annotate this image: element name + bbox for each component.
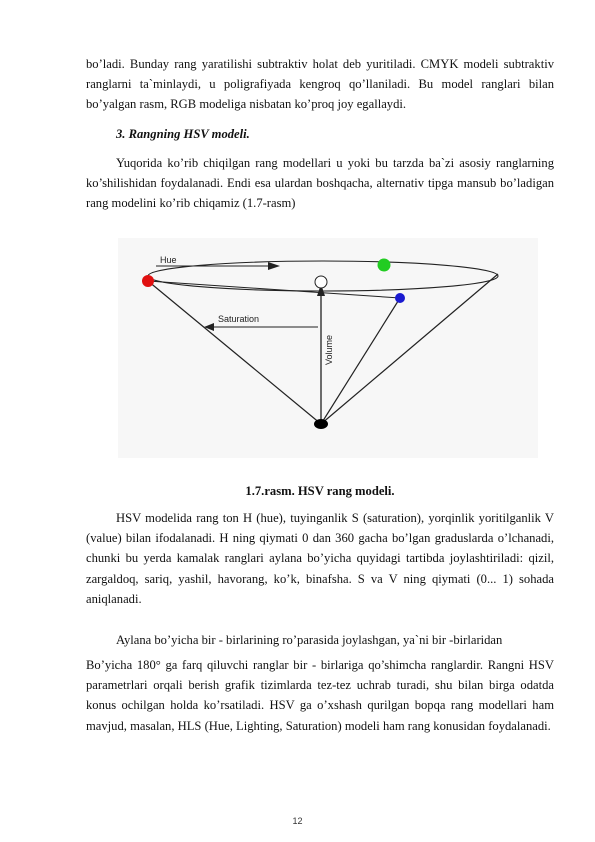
cone-left-edge [148,281,321,424]
figure-caption: 1.7.rasm. HSV rang modeli. [245,484,395,498]
black-apex-point [314,419,328,429]
section-heading-hsv: 3. Rangning HSV modeli. [116,127,250,141]
hsv-cone-diagram [118,238,538,458]
hue-arrow-head [268,262,280,270]
cone-right-edge [321,274,498,424]
paragraph-cmyk-end: bo’ladi. Bunday rang yaratilishi subtraktiv holat deb yuritiladi. CMYK modeli subtraktiv ranglarni ta`minlaydi, u poligrafiyada kengroq qo’llaniladi. Bu model ranglari bilan bo’yalgan rasm, RGB modeliga nisbatan ko’proq joy egallaydi. [86,57,554,112]
white-point [315,276,327,288]
paragraph-hsv-intro: Yuqorida ko’rib chiqilgan rang modellari u yoki bu tarzda ba`zi asosiy ranglarning ko’shilishidan foydalanadi. Endi esa ulardan boshqacha, alternativ tipga mansub bo’ladigan rang modelini ko’rib chiqamiz (1.7-rasm) [86,156,554,211]
volume-label: Volume [324,334,334,366]
hue-label: Hue [160,255,177,265]
green-point [378,259,391,272]
hsv-cone-figure [118,238,538,458]
paragraph-complementary: Bo’yicha 180° ga farq qiluvchi ranglar bir - birlariga qo’shimcha ranglardir. Rangni HSV parametrlari orqali berish grafik tizimlarda tez-tez uchrab turadi, shu bilan birga odatda konus ochilgan holda ko’rsatiladi. HSV ga o’xshash qurilgan bopqa rang modellari ham mavjud, masalan, HLS (Hue, Lighting, Saturation) modeli ham rang konusidan foydalanadi. [86,658,554,733]
saturation-label: Saturation [218,314,260,324]
page-number: 12 [292,816,303,826]
red-point [142,275,154,287]
paragraph-opposite-colors: Aylana bo’yicha bir - birlarining ro’parasida joylashgan, ya`ni bir -birlaridan [116,633,503,647]
blue-point [395,293,405,303]
paragraph-hsv-definition: HSV modelida rang ton H (hue), tuyinganlik S (saturation), yorqinlik yoritilganlik V (value) bilan ifodalanadi. H ning qiymati 0 dan 360 gacha bo’lgan graduslarda o’lchanadi, chunki bu yerda kamalak ranglari aylana bo’yicha quyidagi tartibda joylashtiriladi: qizil, zargaldoq, sariq, yashil, havorang, ko’k, binafsha. S va V ning qiymati (0... 1) sohada aniqlanadi. [86,511,554,606]
cone-radius-line [148,281,400,298]
saturation-arrow-head [204,323,214,331]
